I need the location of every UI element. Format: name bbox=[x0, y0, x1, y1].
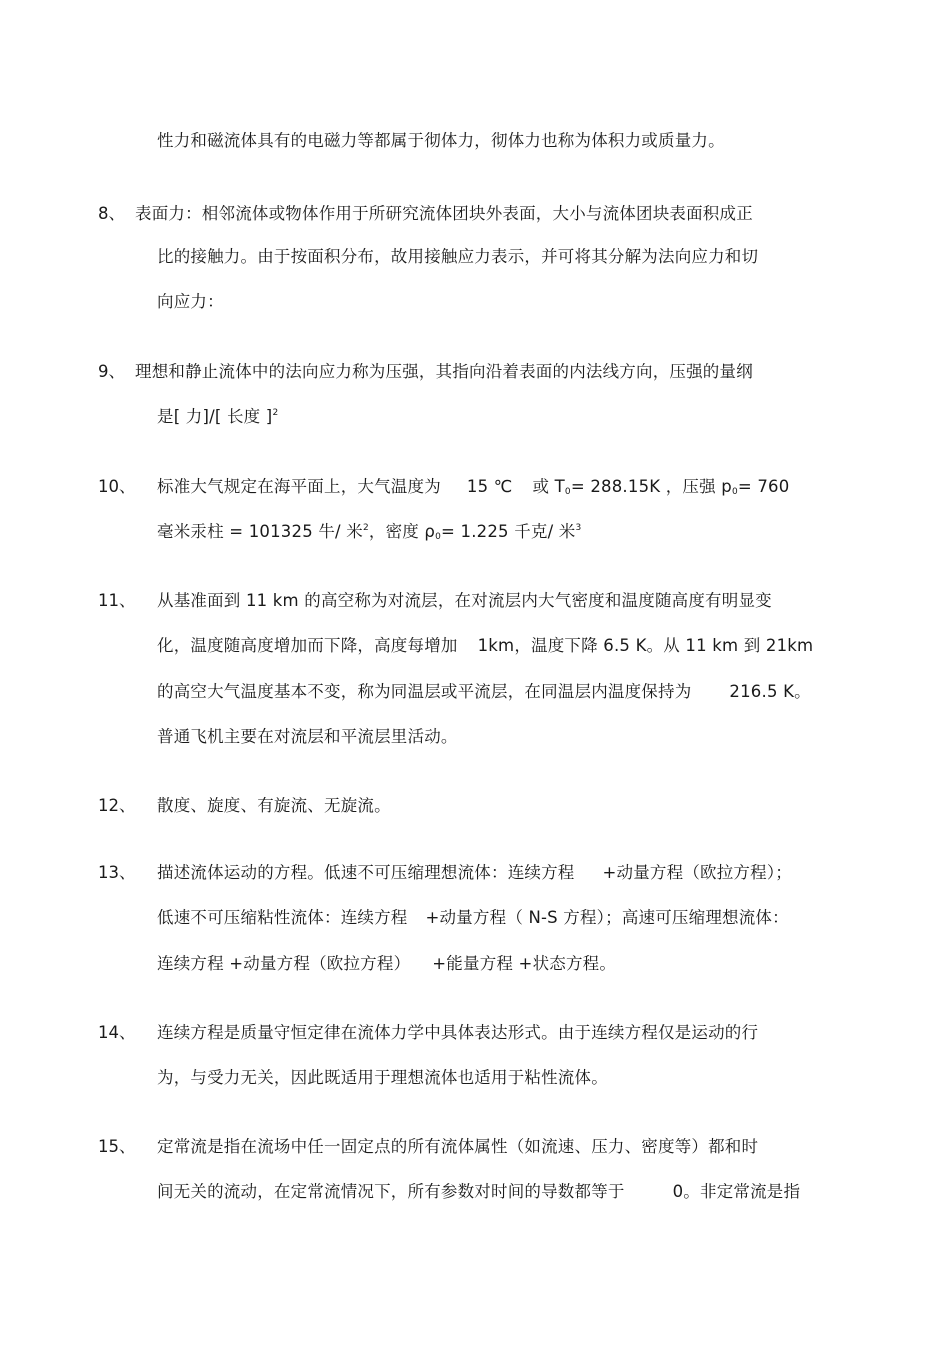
paragraph-line: 表面力：相邻流体或物体作用于所研究流体团块外表面，大小与流体团块表面积成正 bbox=[135, 204, 753, 223]
paragraph-line bbox=[157, 681, 811, 703]
paragraph-line: 散度、旋度、有旋流、无旋流。 bbox=[157, 796, 391, 815]
superscript: 2 bbox=[362, 523, 369, 533]
text-segment: 低速不可压缩粘性流体：连续方程 bbox=[157, 908, 408, 927]
dimension-text: 是[ 力]/[ 长度 ] bbox=[157, 407, 273, 426]
paragraph-line bbox=[157, 635, 813, 657]
subscript: 0 bbox=[435, 532, 442, 542]
paragraph-line: 理想和静止流体中的法向应力称为压强，其指向沿着表面的内法线方向，压强的量纲 bbox=[135, 362, 753, 381]
paragraph-line: 为，与受力无关，因此既适用于理想流体也适用于粘性流体。 bbox=[157, 1068, 608, 1087]
paragraph-line bbox=[157, 521, 581, 543]
paragraph-line: 从基准面到 11 km 的高空称为对流层，在对流层内大气密度和温度随高度有明显变 bbox=[157, 591, 772, 610]
text-segment: 描述流体运动的方程。低速不可压缩理想流体：连续方程 bbox=[157, 863, 575, 882]
text-segment: = 760 bbox=[737, 477, 790, 496]
paragraph-line bbox=[157, 476, 789, 498]
text-segment: 1km，温度下降 6.5 K。从 11 km 到 21km bbox=[477, 636, 814, 655]
paragraph-line bbox=[157, 1181, 800, 1203]
item-number: 8、 bbox=[98, 204, 125, 223]
paragraph-line: 连续方程是质量守恒定律在流体力学中具体表达形式。由于连续方程仅是运动的行 bbox=[157, 1023, 759, 1042]
paragraph-line bbox=[157, 953, 616, 975]
text-segment: +能量方程 +状态方程。 bbox=[432, 954, 617, 973]
text-segment: 连续方程 +动量方程（欧拉方程） bbox=[157, 954, 411, 973]
item-number: 9、 bbox=[98, 362, 125, 381]
item-number: 13、 bbox=[98, 863, 136, 882]
text-segment: 或 T bbox=[532, 477, 565, 496]
text-segment: 标准大气规定在海平面上，大气温度为 bbox=[157, 477, 441, 496]
item-number: 10、 bbox=[98, 477, 136, 496]
item-number: 11、 bbox=[98, 591, 136, 610]
text-segment: ，密度 ρ bbox=[368, 522, 436, 541]
superscript: 3 bbox=[575, 523, 582, 533]
paragraph-line: 向应力： bbox=[157, 292, 224, 311]
paragraph-line: 性力和磁流体具有的电磁力等都属于彻体力，彻体力也称为体积力或质量力。 bbox=[157, 131, 725, 150]
paragraph-line bbox=[157, 406, 278, 428]
text-segment: +动量方程（ N-S 方程）；高速可压缩理想流体： bbox=[425, 908, 789, 927]
paragraph-line: 比的接触力。由于按面积分布，故用接触应力表示，并可将其分解为法向应力和切 bbox=[157, 247, 759, 266]
paragraph-line bbox=[157, 907, 789, 929]
paragraph-line: 定常流是指在流场中任一固定点的所有流体属性（如流速、压力、密度等）都和时 bbox=[157, 1137, 759, 1156]
text-segment: 化，温度随高度增加而下降，高度每增加 bbox=[157, 636, 458, 655]
item-number: 14、 bbox=[98, 1023, 136, 1042]
text-segment: 15 ℃ bbox=[466, 477, 513, 496]
text-segment: 的高空大气温度基本不变，称为同温层或平流层，在同温层内温度保持为 bbox=[157, 682, 692, 701]
text-segment: 216.5 K。 bbox=[729, 682, 811, 701]
text-segment: +动量方程（欧拉方程）； bbox=[602, 863, 792, 882]
text-segment: 间无关的流动，在定常流情况下，所有参数对时间的导数都等于 bbox=[157, 1182, 625, 1201]
paragraph-line: 普通飞机主要在对流层和平流层里活动。 bbox=[157, 727, 458, 746]
superscript: 2 bbox=[272, 408, 279, 418]
subscript: 0 bbox=[731, 487, 738, 497]
item-number: 12、 bbox=[98, 796, 136, 815]
text-segment: = 1.225 千克/ 米 bbox=[441, 522, 576, 541]
text-segment: 毫米汞柱 = 101325 牛/ 米 bbox=[157, 522, 363, 541]
text-segment: = 288.15K ，压强 p bbox=[570, 477, 732, 496]
text-segment: 0。非定常流是指 bbox=[672, 1182, 801, 1201]
item-number: 15、 bbox=[98, 1137, 136, 1156]
subscript: 0 bbox=[564, 487, 571, 497]
paragraph-line bbox=[157, 862, 792, 884]
